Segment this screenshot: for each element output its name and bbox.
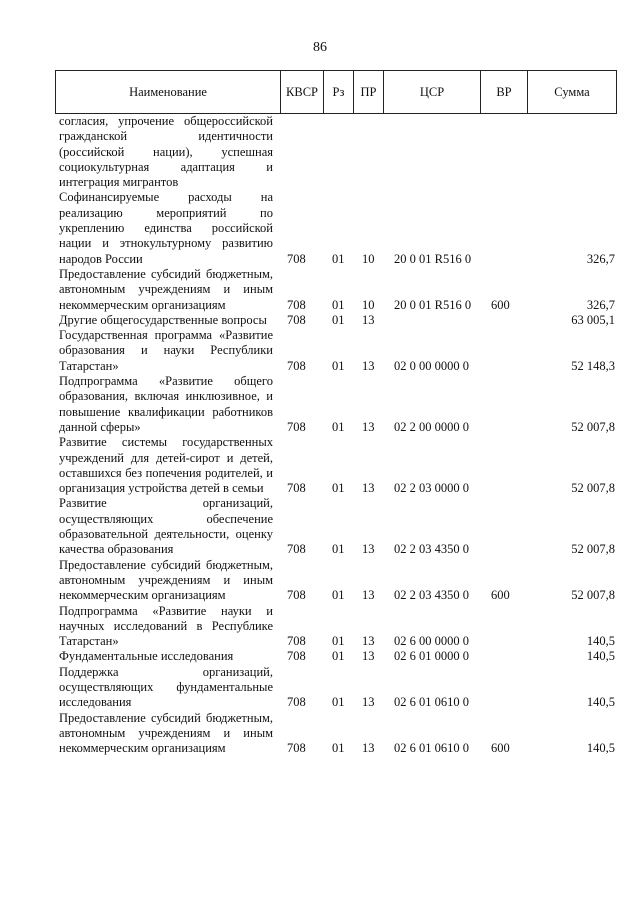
table-row: [55, 374, 615, 435]
row-kvsr: 708: [287, 297, 306, 312]
table-body: [55, 114, 615, 756]
header-rz: Рз: [324, 71, 354, 114]
row-kvsr: 708: [287, 251, 306, 266]
row-csr: 02 2 03 0000 0: [394, 481, 469, 496]
row-pr: 13: [362, 588, 375, 603]
row-kvsr: 708: [287, 419, 306, 434]
table-row: [55, 496, 615, 557]
row-vr: 600: [491, 297, 510, 312]
row-rz: 01: [332, 481, 345, 496]
table-row: [55, 558, 615, 604]
row-sum: 52 148,3: [571, 358, 615, 373]
row-rz: 01: [332, 634, 345, 649]
table-row: [55, 114, 615, 190]
row-sum: 140,5: [586, 741, 615, 756]
row-kvsr: 708: [287, 542, 306, 557]
row-kvsr: 708: [287, 695, 306, 710]
row-rz: 01: [332, 358, 345, 373]
row-sum: 52 007,8: [571, 419, 615, 434]
header-vr: ВР: [481, 71, 528, 114]
table-row: [55, 313, 615, 328]
row-pr: 13: [362, 481, 375, 496]
row-sum: 140,5: [586, 695, 615, 710]
table-row: [55, 711, 615, 757]
row-name: Поддержка организаций, осуществляющих фундаментальные исследования: [59, 664, 273, 710]
row-csr: 02 2 00 0000 0: [394, 419, 469, 434]
row-pr: 13: [362, 649, 375, 664]
row-kvsr: 708: [287, 358, 306, 373]
row-vr: 600: [491, 588, 510, 603]
table-row: [55, 665, 615, 711]
row-name: Предоставление субсидий бюджетным, автономным учреждениям и иным некоммерческим организациям: [59, 710, 273, 756]
row-name: Другие общегосударственные вопросы: [59, 312, 267, 327]
row-pr: 13: [362, 358, 375, 373]
header-csr: ЦСР: [384, 71, 481, 114]
row-csr: 02 6 01 0000 0: [394, 649, 469, 664]
header-pr: ПР: [354, 71, 384, 114]
row-name: Развитие системы государственных учреждений для детей-сирот и детей, оставшихся без попечения родителей, и организация устройства детей в семьи: [59, 435, 273, 496]
row-name: Подпрограмма «Развитие общего образования, включая инклюзивное, и повышение квалификации работников данной сферы»: [59, 374, 273, 434]
row-csr: 02 2 03 4350 0: [394, 588, 469, 603]
row-name: согласия, упрочение общероссийской гражданской идентичности (российской нации), успешная социокультурная адаптация и интеграция мигрантов: [59, 114, 273, 190]
row-name: Софинансируемые расходы на реализацию мероприятий по укреплению единства российской нации и этнокультурному развитию народов России: [59, 190, 273, 266]
table-row: [55, 267, 615, 313]
row-pr: 13: [362, 419, 375, 434]
table-row: [55, 190, 615, 266]
row-name: Предоставление субсидий бюджетным, автономным учреждениям и иным некоммерческим организациям: [59, 266, 273, 312]
row-rz: 01: [332, 251, 345, 266]
row-pr: 13: [362, 312, 375, 327]
row-rz: 01: [332, 312, 345, 327]
table-row: [55, 328, 615, 374]
header-name: Наименование: [56, 71, 281, 114]
row-pr: 13: [362, 634, 375, 649]
row-kvsr: 708: [287, 312, 306, 327]
row-name: Фундаментальные исследования: [59, 649, 234, 664]
row-kvsr: 708: [287, 634, 306, 649]
row-sum: 326,7: [586, 297, 615, 312]
row-pr: 13: [362, 741, 375, 756]
row-rz: 01: [332, 695, 345, 710]
row-vr: 600: [491, 741, 510, 756]
row-name: Предоставление субсидий бюджетным, автономным учреждениям и иным некоммерческим организациям: [59, 557, 273, 603]
table-row: [55, 649, 615, 664]
row-rz: 01: [332, 588, 345, 603]
row-name: Подпрограмма «Развитие науки и научных исследований в Республике Татарстан»: [59, 603, 273, 649]
row-csr: 02 6 01 0610 0: [394, 695, 469, 710]
row-rz: 01: [332, 649, 345, 664]
row-sum: 140,5: [586, 649, 615, 664]
row-rz: 01: [332, 741, 345, 756]
table-row: [55, 435, 615, 496]
row-sum: 52 007,8: [571, 542, 615, 557]
row-sum: 52 007,8: [571, 588, 615, 603]
row-name: Государственная программа «Развитие образования и науки Республики Татарстан»: [59, 328, 273, 373]
header-sum: Сумма: [528, 71, 617, 114]
row-sum: 63 005,1: [571, 312, 615, 327]
table-header: [55, 70, 617, 114]
page-number: 86: [313, 40, 327, 55]
row-sum: 326,7: [586, 251, 615, 266]
row-pr: 13: [362, 695, 375, 710]
row-pr: 10: [362, 297, 375, 312]
row-csr: 20 0 01 R516 0: [394, 251, 472, 266]
row-sum: 52 007,8: [571, 481, 615, 496]
row-csr: 02 6 01 0610 0: [394, 741, 469, 756]
row-kvsr: 708: [287, 741, 306, 756]
row-csr: 20 0 01 R516 0: [394, 297, 472, 312]
row-rz: 01: [332, 542, 345, 557]
row-name: Развитие организаций, осуществляющих обеспечение образовательной деятельности, оценку качества образования: [59, 496, 273, 557]
row-kvsr: 708: [287, 588, 306, 603]
row-csr: 02 2 03 4350 0: [394, 542, 469, 557]
row-pr: 10: [362, 251, 375, 266]
table-row: [55, 604, 615, 650]
header-kvsr: КВСР: [281, 71, 324, 114]
row-pr: 13: [362, 542, 375, 557]
row-kvsr: 708: [287, 649, 306, 664]
row-csr: 02 0 00 0000 0: [394, 358, 469, 373]
row-rz: 01: [332, 297, 345, 312]
row-kvsr: 708: [287, 481, 306, 496]
row-csr: 02 6 00 0000 0: [394, 634, 469, 649]
row-sum: 140,5: [586, 634, 615, 649]
row-rz: 01: [332, 419, 345, 434]
